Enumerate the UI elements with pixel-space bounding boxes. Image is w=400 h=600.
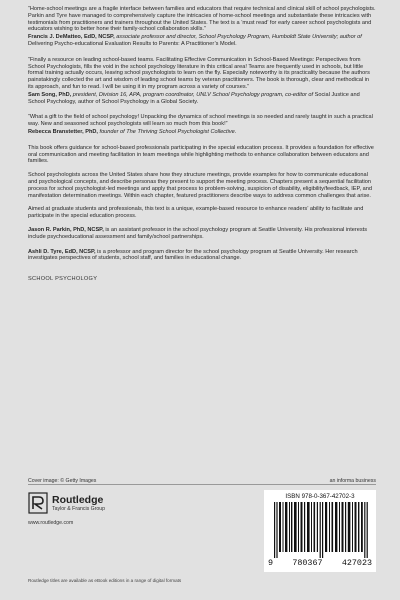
publisher-group: Taylor & Francis Group (52, 505, 106, 512)
author-name: Jason R. Parkin, PhD, NCSP, (28, 226, 104, 233)
quote-author: Francis J. DeMatteo, EdD, NCSP, (28, 34, 115, 41)
quote-text: “What a gift to the field of school psychology! Unpacking the dynamics of school meetings is so needed and rarely taught in such a practical way. New and seasoned school psychologists will learn so much from this book!” (28, 114, 373, 128)
quote-attribution (28, 34, 376, 48)
subject-category: SCHOOL PSYCHOLOGY (28, 276, 98, 283)
quote-1 (28, 6, 376, 48)
publisher-text (52, 495, 105, 512)
cover-image-credit: Cover image: © Getty Images (28, 478, 97, 484)
barcode-digits (268, 558, 372, 568)
quote-role: associate professor and director, School Psychology Program, Humboldt State University; author of (116, 34, 362, 41)
quote-role: president, Division 16, APA, program coordinator, UNLV School Psychology program, co-editor of (72, 91, 314, 98)
quote-author: Sam Song, PhD, (28, 91, 72, 98)
publisher-name: Routledge (52, 493, 104, 506)
quote-3 (28, 114, 376, 135)
isbn-text: ISBN 978-0-367-42702-3 (285, 493, 355, 500)
barcode-digit-group: 780367 (292, 558, 323, 568)
author-bio (28, 249, 376, 263)
informa-tagline: an informa business (329, 478, 376, 484)
quote-book: Delivering Psycho-educational Evaluation Results to Parents: A Practitioner’s Model. (28, 40, 237, 47)
cover-text (28, 6, 376, 282)
description-paragraph: School psychologists across the United States share how they structure meetings, provide examples for how to communicate educational and psychological concepts, and describe personas they present to support the meeting process. Chapters present a sequential facilitation process for school psychologist-led meetings and apply that process to problem-solving, suspicion of disability, eligibility/feedback, IEP, and manifestation determination meetings. Within each chapter, featured practitioners describe ways to address common challenges that arise. (28, 172, 372, 199)
description-paragraph: This book offers guidance for school-based professionals participating in the special education process. It provides a foundation for effective oral communication and meeting facilitation in team meetings while highlighting methods to enhance collaboration between educators and families. (28, 144, 374, 165)
footer-divider (28, 484, 376, 485)
barcode-digit-group: 9 (268, 558, 274, 568)
author-description: is an assistant professor in the school psychology program at Seattle University. His professional interests include psychoeducational assessment and family/school partnerships. (28, 226, 367, 240)
quote-text: “Finally a resource on leading school-based teams. Facilitating Effective Communication in School-Based Meetings: Perspectives from School Psychologists, fills the void in the school psychology literature in this critical area! Teams are frequently used in schools, but little formal training actually occurs, leaving school psychologists to learn on the fly. Especially noteworthy is its practicality because the authors painstakingly collected the art and wisdom of leading school teams by veteran practitioners. The book is thorough, clear and methodical in its approach, and fun to read. I will be using it in my program across a variety of courses.” (28, 56, 370, 90)
author-description: is a professor and program director for the school psychology program at Seattle University. Her research investigates perspectives of students, school staff, and families in educational change. (28, 248, 358, 262)
quote-book: Social Justice and School Psychology, author of School Psychology in a Global Society. (28, 91, 360, 105)
barcode-digit-group: 427023 (341, 558, 372, 568)
quote-attribution (28, 92, 376, 106)
quote-2 (28, 57, 376, 106)
author-bio (28, 227, 376, 241)
quote-text: “Home-school meetings are a fragile interface between families and educators that require technical and clinical skill of school psychologists. Parkin and Tyre have managed to comprehensively capture the intricacies of home-school meetings and substantiate these intricacies with testimonials from practitioners and trainers throughout the United States. The text is a ‘must read’ for early career school psychologists and educators wishing to better hone their family-school collaboration skills.” (28, 6, 376, 33)
description-paragraph: Aimed at graduate students and professionals, this text is a unique, example-based resource to enhance readers’ ability to facilitate and participate in the special education process. (28, 206, 364, 220)
quote-role: founder of The Thriving School Psychologist Collective. (99, 128, 237, 135)
quote-author: Rebecca Branstetter, PhD, (28, 128, 98, 135)
barcode-icon (274, 502, 368, 558)
publisher-url[interactable]: www.routledge.com (28, 520, 74, 526)
quote-attribution (28, 129, 376, 136)
author-name: Ashli D. Tyre, EdD, NCSP, (28, 248, 96, 255)
isbn-barcode (264, 490, 376, 572)
publisher-logo (28, 492, 105, 514)
routledge-logo-icon (28, 492, 48, 514)
ebook-note: Routledge titles are available as eBook editions in a range of digital formats (28, 578, 182, 583)
